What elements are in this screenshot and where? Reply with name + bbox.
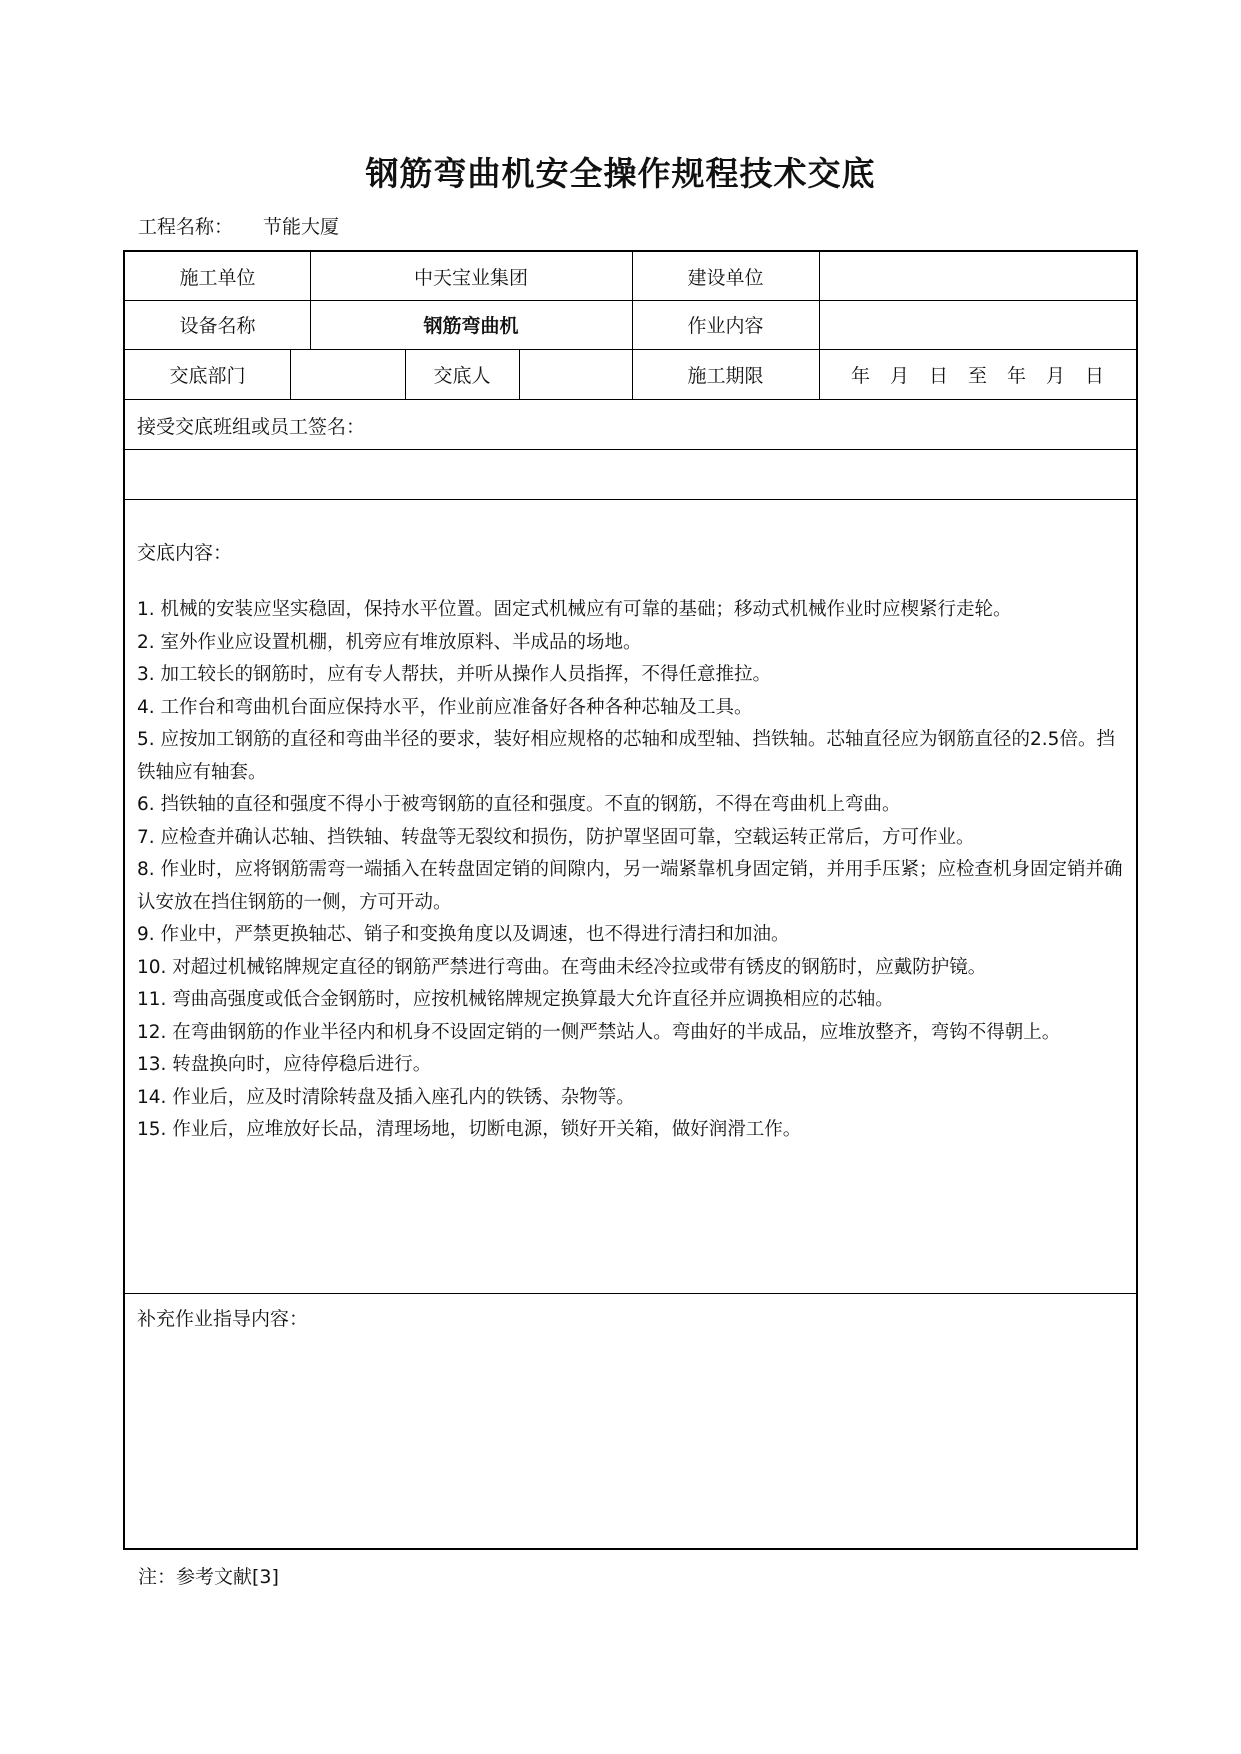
project-label: 工程名称： xyxy=(138,216,234,238)
content-item: 6. 挡铁轴的直径和强度不得小于被弯钢筋的直径和强度。不直的钢筋，不得在弯曲机上弯曲。 xyxy=(137,794,901,815)
project-line xyxy=(138,212,339,239)
work-content-label: 作业内容 xyxy=(687,315,764,337)
content-list xyxy=(137,594,1132,1147)
dept-label: 交底部门 xyxy=(169,364,246,387)
content-item: 5. 应按加工钢筋的直径和弯曲半径的要求，装好相应规格的芯轴和成型轴、挡铁轴。芯轴直径应为钢筋直径的2.5倍。挡铁轴应有轴套。 xyxy=(137,729,1115,783)
content-item: 3. 加工较长的钢筋时，应有专人帮扶，并听从操作人员指挥，不得任意推拉。 xyxy=(137,664,772,685)
person-label: 交底人 xyxy=(433,364,491,387)
content-item: 8. 作业时，应将钢筋需弯一端插入在转盘固定销的间隙内，另一端紧靠机身固定销，并用手压紧；应检查机身固定销并确认安放在挡住钢筋的一侧，方可开动。 xyxy=(137,859,1123,913)
content-item: 10. 对超过机械铭牌规定直径的钢筋严禁进行弯曲。在弯曲未经冷拉或带有锈皮的钢筋时，应戴防护镜。 xyxy=(137,956,987,978)
period-month-start: 月 xyxy=(889,364,909,387)
period-year-start: 年 xyxy=(850,364,870,387)
supplement-label: 补充作业指导内容： xyxy=(137,1308,309,1330)
build-unit-value xyxy=(819,252,1136,300)
period-day-end: 日 xyxy=(1084,364,1104,387)
content-item: 15. 作业后，应堆放好长品，清理场地，切断电源，锁好开关箱，做好润滑工作。 xyxy=(137,1119,802,1140)
build-unit-label: 建设单位 xyxy=(687,266,764,289)
person-value xyxy=(519,349,632,399)
equipment-value: 钢筋弯曲机 xyxy=(423,315,519,337)
content-item: 9. 作业中，严禁更换轴芯、销子和变换角度以及调速，也不得进行清扫和加油。 xyxy=(137,924,790,945)
period-year-end: 年 xyxy=(1006,364,1026,387)
footnote: 注：参考文献[3] xyxy=(138,1566,279,1588)
row-divider xyxy=(125,449,1136,450)
equipment-label: 设备名称 xyxy=(179,315,256,337)
row-divider xyxy=(125,499,1136,500)
construction-unit-label: 施工单位 xyxy=(179,266,256,289)
row-divider xyxy=(125,1293,1136,1294)
content-item: 2. 室外作业应设置机棚，机旁应有堆放原料、半成品的场地。 xyxy=(137,631,642,653)
content-item: 11. 弯曲高强度或低合金钢筋时，应按机械铭牌规定换算最大允许直径并应调换相应的芯轴。 xyxy=(137,989,894,1010)
content-item: 1. 机械的安装应坚实稳固，保持水平位置。固定式机械应有可靠的基础；移动式机械作业时应楔紧行走轮。 xyxy=(137,599,1012,620)
document-title: 钢筋弯曲机安全操作规程技术交底 xyxy=(365,154,876,193)
project-value: 节能大厦 xyxy=(263,216,340,238)
dept-value xyxy=(290,349,405,399)
disclosure-form xyxy=(123,250,1138,1550)
content-item: 12. 在弯曲钢筋的作业半径内和机身不设固定销的一侧严禁站人。弯曲好的半成品，应堆放整齐，弯钩不得朝上。 xyxy=(137,1021,1061,1043)
construction-unit-value: 中天宝业集团 xyxy=(413,266,528,289)
content-item: 14. 作业后，应及时清除转盘及插入座孔内的铁锈、杂物等。 xyxy=(137,1086,635,1108)
work-content-value xyxy=(819,300,1136,349)
period-day-start: 日 xyxy=(928,364,948,387)
period-month-end: 月 xyxy=(1045,364,1065,387)
content-label: 交底内容： xyxy=(137,542,233,564)
period-value xyxy=(819,349,1136,399)
content-item: 13. 转盘换向时，应待停稳后进行。 xyxy=(137,1054,432,1075)
signature-label: 接受交底班组或员工签名： xyxy=(137,416,366,438)
content-item: 7. 应检查并确认芯轴、挡铁轴、转盘等无裂纹和损伤，防护罩坚固可靠，空载运转正常后，方可作业。 xyxy=(137,826,975,848)
content-item: 4. 工作台和弯曲机台面应保持水平，作业前应准备好各种各种芯轴及工具。 xyxy=(137,696,753,718)
row-divider xyxy=(125,399,1136,400)
period-label: 施工期限 xyxy=(687,364,764,387)
period-to: 至 xyxy=(967,364,987,387)
